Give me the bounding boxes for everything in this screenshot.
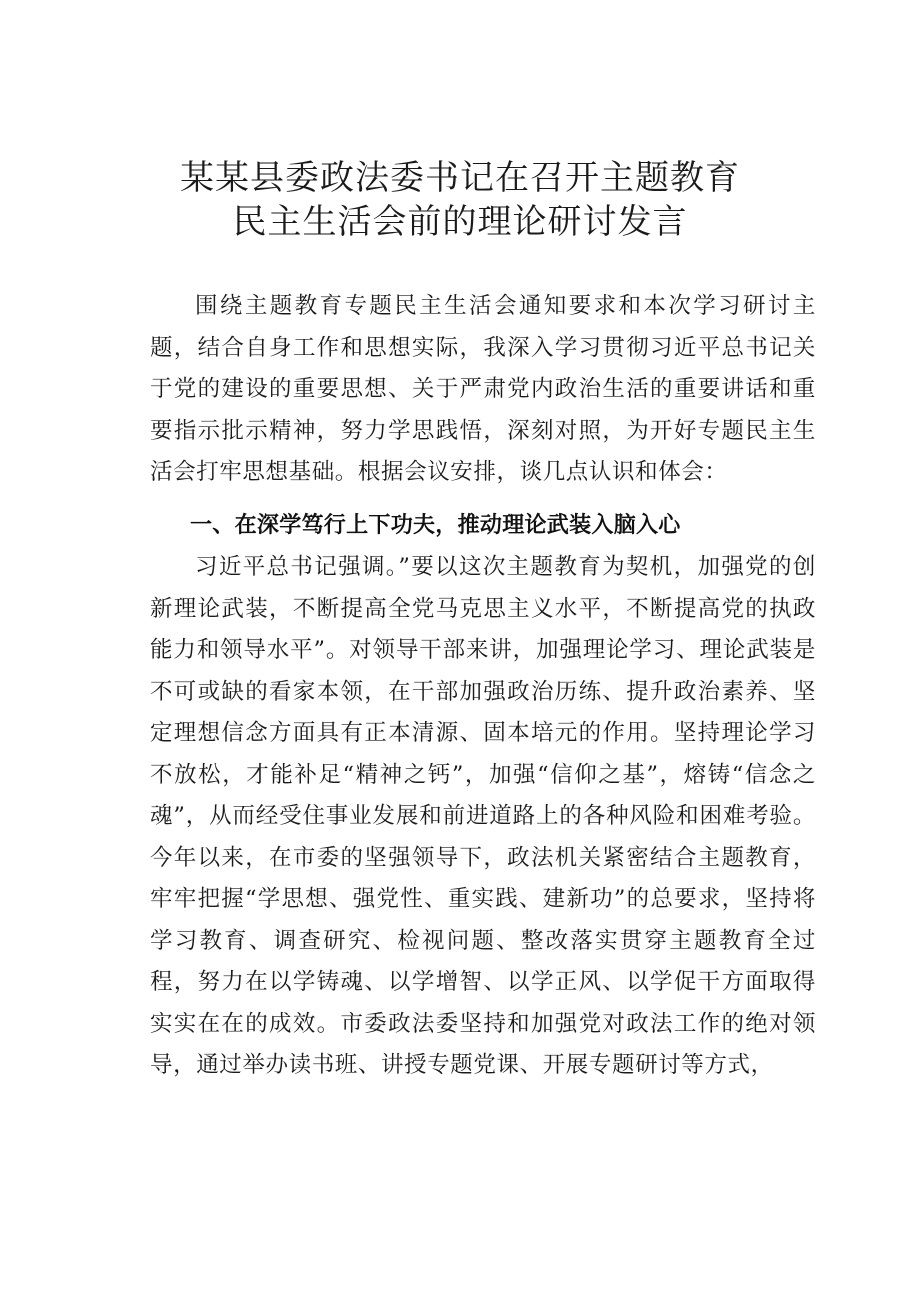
section-1-paragraph: 习近平总书记强调。”要以这次主题教育为契机，加强党的创新理论武装，不断提高全党马克思主义水平，不断提高党的执政能力和领导水平”。对领导干部来讲，加强理论学习、理论武装是不可或缺的看家本领，在干部加强政治历练、提升政治素养、坚定理想信念方面具有正本清源、固本培元的作用。坚持理论学习不放松，才能补足“精神之钙”，加强“信仰之基”，熔铸“信念之魂”，从而经受住事业发展和前进道路上的各种风险和困难考验。今年以来，在市委的坚强领导下，政法机关紧密结合主题教育，牢牢把握“学思想、强党性、重实践、建新功”的总要求，坚持将学习教育、调查研究、检视问题、整改落实贯穿主题教育全过程，努力在以学铸魂、以学增智、以学正风、以学促干方面取得实实在在的成效。市委政法委坚持和加强党对政法工作的绝对领导，通过举办读书班、讲授专题党课、开展专题研讨等方式， [150,554,816,1078]
intro-paragraph: 围绕主题教育专题民主生活会通知要求和本次学习研讨主题，结合自身工作和思想实际，我深入学习贯彻习近平总书记关于党的建设的重要思想、关于严肃党内政治生活的重要讲话和重要指示批示精神，努力学思践悟，深刻对照，为开好专题民主生活会打牢思想基础。根据会议安排，谈几点认识和体会： [150,293,816,485]
document-title-line-2: 民主生活会前的理论研讨发言 [232,202,688,242]
section-heading-1: 一、在深学笃行上下功夫，推动理论武装入脑入心 [190,513,681,538]
document-title-line-1: 某某县委政法委书记在召开主题教育 [180,158,740,198]
